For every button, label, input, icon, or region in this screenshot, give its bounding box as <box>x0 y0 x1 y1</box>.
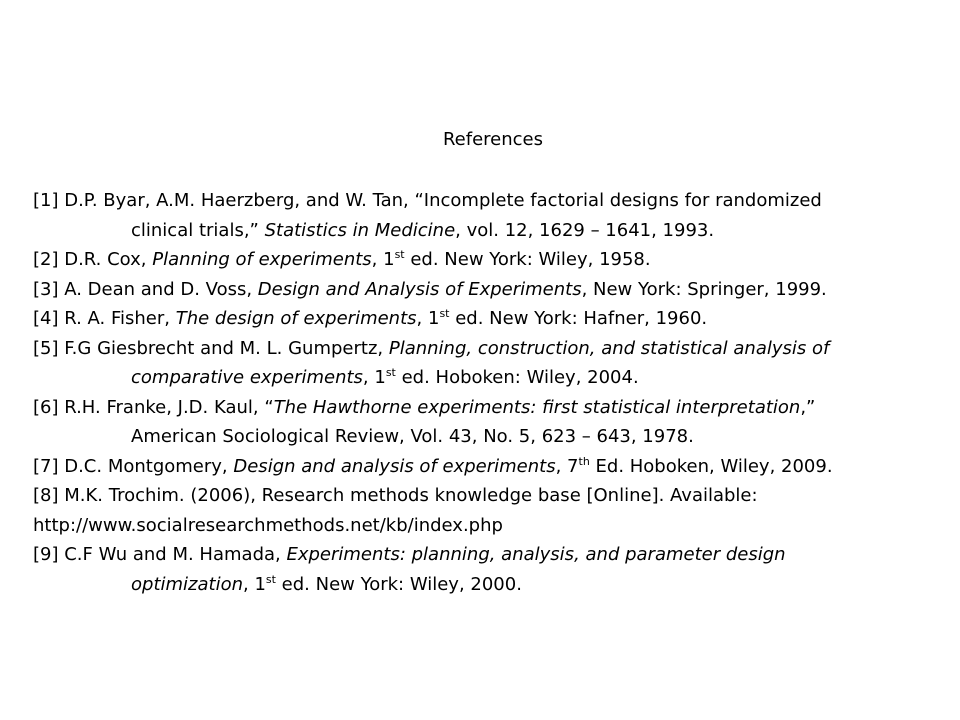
reference-text: R. A. Fisher, <box>58 308 176 329</box>
reference-text: , vol. 12, 1629 – 1641, 1993. <box>455 219 715 241</box>
reference-number: [5] <box>33 337 59 359</box>
reference-title: optimization <box>131 573 243 595</box>
reference-number: [6] <box>33 396 59 418</box>
reference-text: F.G Giesbrecht and M. L. Gumpertz, <box>58 337 389 359</box>
reference-number: [4] <box>33 308 59 329</box>
reference-number: [8] <box>33 485 59 506</box>
reference-text: ,” <box>800 396 816 418</box>
reference-item-1 <box>33 186 923 245</box>
reference-text: ed. New York: Hafner, 1960. <box>449 308 708 329</box>
reference-item-4 <box>33 304 923 334</box>
reference-text: D.C. Montgomery, <box>58 455 234 477</box>
reference-line <box>33 186 923 216</box>
reference-text: , 1 <box>371 249 395 270</box>
reference-number: [9] <box>33 544 59 565</box>
reference-text: C.F Wu and M. Hamada, <box>58 544 287 565</box>
reference-text: ed. New York: Wiley, 2000. <box>275 573 522 595</box>
page-title: References <box>442 129 544 150</box>
reference-line <box>33 452 923 482</box>
reference-title: Experiments: planning, analysis, and parameter design <box>286 544 786 565</box>
reference-title: Planning, construction, and statistical analysis of <box>388 337 830 359</box>
reference-journal: Statistics in Medicine <box>264 219 456 241</box>
reference-text: , New York: Springer, 1999. <box>581 278 827 300</box>
reference-text: , 1 <box>362 367 386 388</box>
reference-text: American Sociological Review, Vol. 43, No. 5, 623 – 643, 1978. <box>131 426 694 447</box>
reference-item-7 <box>33 452 923 482</box>
reference-line <box>33 304 923 334</box>
reference-line <box>33 245 923 275</box>
reference-line <box>33 275 923 305</box>
reference-text: M.K. Trochim. (2006), Research methods knowledge base [Online]. Available: <box>58 485 758 506</box>
reference-number: [3] <box>33 278 59 300</box>
reference-line <box>33 393 923 423</box>
reference-title: The design of experiments <box>175 308 417 329</box>
reference-item-3 <box>33 275 923 305</box>
reference-text: ed. New York: Wiley, 1958. <box>404 249 651 270</box>
reference-text: clinical trials,” <box>131 219 265 241</box>
reference-text: Ed. Hoboken, Wiley, 2009. <box>589 455 833 477</box>
reference-line <box>33 540 923 570</box>
edition-superscript: st <box>385 366 396 379</box>
reference-number: [7] <box>33 455 59 477</box>
reference-text: D.P. Byar, A.M. Haerzberg, and W. Tan, “Incomplete factorial designs for randomized <box>58 190 822 211</box>
reference-line <box>33 363 923 393</box>
reference-number: [2] <box>33 249 59 270</box>
reference-text: R.H. Franke, J.D. Kaul, “ <box>58 396 274 418</box>
reference-title: The Hawthorne experiments: first statistical interpretation <box>273 396 801 418</box>
edition-superscript: th <box>578 454 590 468</box>
reference-item-5 <box>33 334 923 393</box>
reference-item-9 <box>33 540 923 599</box>
reference-text: ed. Hoboken: Wiley, 2004. <box>395 367 639 388</box>
reference-item-6 <box>33 393 923 452</box>
reference-line <box>33 216 923 246</box>
reference-item-8 <box>33 481 923 540</box>
reference-number: [1] <box>33 190 59 211</box>
reference-list <box>33 186 923 599</box>
reference-title: Design and analysis of experiments <box>233 455 556 477</box>
reference-text: A. Dean and D. Voss, <box>58 278 258 300</box>
reference-line <box>33 334 923 364</box>
reference-text: D.R. Cox, <box>58 249 153 270</box>
edition-superscript: st <box>439 307 450 320</box>
reference-text: , 7 <box>555 455 579 477</box>
reference-title: Design and Analysis of Experiments <box>257 278 582 300</box>
reference-title: comparative experiments <box>131 367 363 388</box>
reference-line <box>33 570 923 600</box>
reference-title: Planning of experiments <box>152 249 372 270</box>
reference-item-2 <box>33 245 923 275</box>
edition-superscript: st <box>394 248 405 261</box>
reference-text: , 1 <box>243 573 266 595</box>
reference-line <box>33 422 923 452</box>
reference-line <box>33 481 923 511</box>
reference-text: , 1 <box>416 308 440 329</box>
reference-url: http://www.socialresearchmethods.net/kb/index.php <box>33 514 503 536</box>
edition-superscript: st <box>265 572 276 586</box>
